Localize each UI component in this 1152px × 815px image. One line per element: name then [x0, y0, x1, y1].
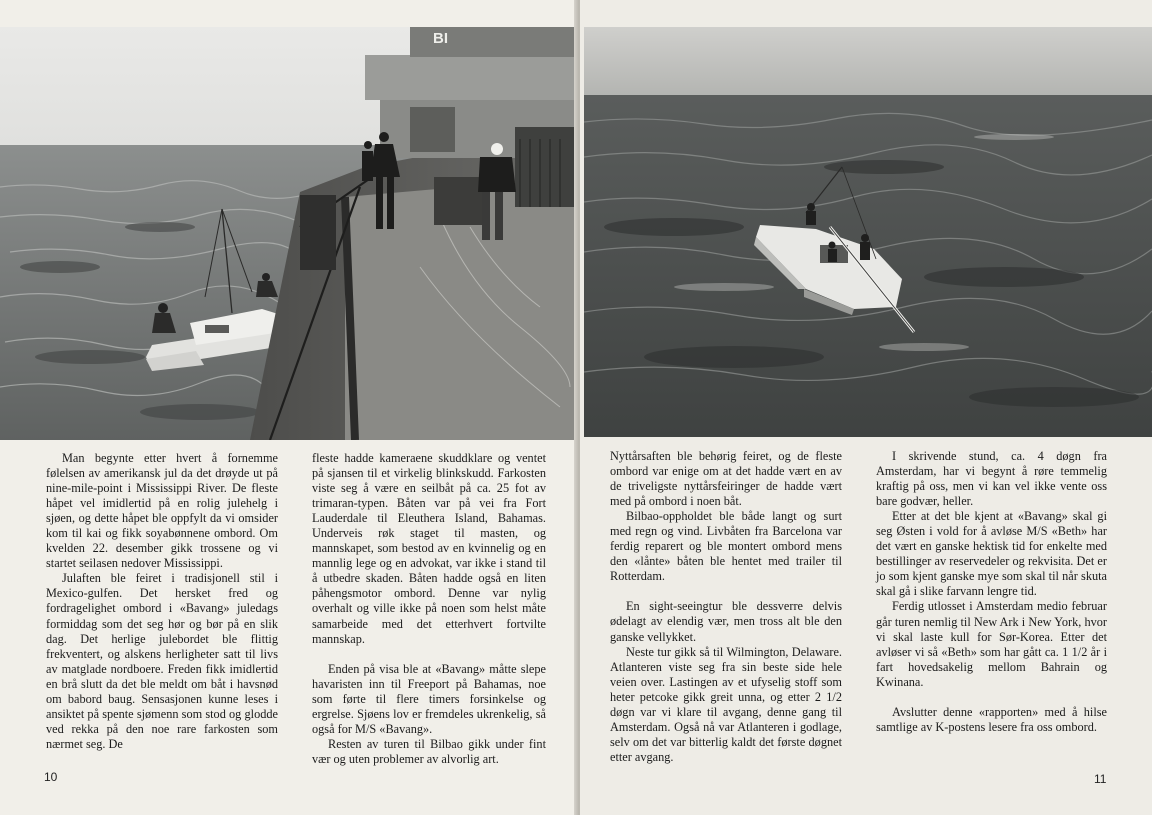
paragraph: Bilbao-oppholdet ble både langt og surt med regn og vind. Livbåten fra Barcelona var ferdig reparert og ble montert ombord mens den «lånte» båten ble hentet med trailer til Rotterdam. [610, 509, 842, 584]
right-page-column-2 [876, 449, 1107, 735]
page-number-left: 10 [44, 770, 58, 784]
photo-trimaran-rough-sea [584, 27, 1152, 437]
paragraph: Julaften ble feiret i tradisjonell stil i Mexico-gulfen. Det hersket fred og fordragelighet ombord i «Bavang» juledags formiddag som det seg hør og bør på en slik dag. Det herlige julebordet ble flittig frekventert, og alskens herligheter satt til livs av matglade nordboere. Freden fikk imidlertid en brå slutt da det ble meldt om båt i havsnød om babord baug. Sensasjonen kunne leses i ansiktet på spente sjømenn som stod og glodde ved rekka på den noe rare farkosten som nærmet seg. De [46, 571, 278, 751]
right-page-column-1 [610, 449, 842, 765]
page-number-right: 11 [1094, 772, 1107, 786]
paragraph: Man begynte etter hvert å fornemme følelsen av amerikansk jul da det drøyde ut på nine-mile-point i Mississippi River. De fleste håpet vel imidlertid på en rolig julehelg i sjøen, og dette håpet ble oppfylt da vi omsider kom til kai og fikk soyabønnene ombord. Om kvelden 22. desember gikk trossene og vi startet seilasen nedover Mississippi. [46, 451, 278, 571]
paragraph: Etter at det ble kjent at «Bavang» skal gi seg Østen i vold for å avløse M/S «Beth» har det vært en ganske hektisk tid for enkelte med bestillinger av reservedeler og rekvisita. Det er jo som kjent ganske mye som skal til når skuta skal gå i slike farvann lengre tid. [876, 509, 1107, 599]
paragraph: Ferdig utlosset i Amsterdam medio februar går turen nemlig til New Ark i New York, hvor vi skal laste kull for Sør-Korea. Etter det avløser vi så «Beth» som har gått ca. 1 1/2 år i fart hovedsakelig mellom Bahrain og Kwinana. [876, 599, 1107, 689]
paragraph: Nyttårsaften ble behørig feiret, og de fleste ombord var enige om at det hadde vært en av de triveligste nyttårsfeiringer de hadde vært med på ombord i noen båt. [610, 449, 842, 509]
left-page-column-2 [312, 451, 546, 767]
paragraph: fleste hadde kameraene skuddklare og ventet på sjansen til et virkelig blinkskudd. Farkosten viste seg å være en seilbåt på ca. 25 fot av trimaran-typen. Båten var på vei fra Fort Lauderdale til Eleuthera Island, Bahamas. Underveis røk staget til masten, og mannskapet, som bestod av en kvinnelig og en mannlig lege og en advokat, var ikke i stand til å utbedre skaden. Båten hadde også en liten påhengsmotor ombord. Denne var nylig overhalt og ville ikke på noen som helst måte samarbeide med det etterhvert fortvilte mannskap. [312, 451, 546, 646]
left-page-column-1 [46, 451, 278, 752]
photo-ship-and-trimaran [0, 27, 575, 440]
paragraph: Enden på visa ble at «Bavang» måtte slepe havaristen inn til Freeport på Bahamas, noe som førte til flere timers forsinkelse og ergrelse. Sjøens lov er fremdeles ukrenkelig, så også for M/S «Bavang». [312, 661, 546, 736]
ship-lettering: BI [433, 30, 448, 47]
photo-trimaran-rough-sea-image [584, 27, 1152, 437]
paragraph: En sight-seeingtur ble dessverre delvis ødelagt av elendig vær, men tross alt ble den ganske vellykket. [610, 599, 842, 644]
photo-ship-and-trimaran-image [0, 27, 575, 440]
paragraph: Neste tur gikk så til Wilmington, Delaware. Atlanteren viste seg fra sin beste side hele veien over. Lastingen av et ufyselig stoff som heter petcoke gikk greit unna, og etter 2 1/2 døgn var vi klare til avgang, denne gang til Amsterdam. Også nå var Atlanteren i godlage, selv om det var bitterlig kaldt det første døgnet etter avgang. [610, 644, 842, 764]
paragraph: I skrivende stund, ca. 4 døgn fra Amsterdam, har vi begynt å røre temmelig kraftig på oss, men vi kan vel ikke vente oss bare godvær, heller. [876, 449, 1107, 509]
paragraph: Resten av turen til Bilbao gikk under fint vær og uten problemer av alvorlig art. [312, 736, 546, 766]
paragraph: Avslutter denne «rapporten» med å hilse samtlige av K-postens lesere fra oss ombord. [876, 704, 1107, 734]
right-page [580, 0, 1152, 815]
